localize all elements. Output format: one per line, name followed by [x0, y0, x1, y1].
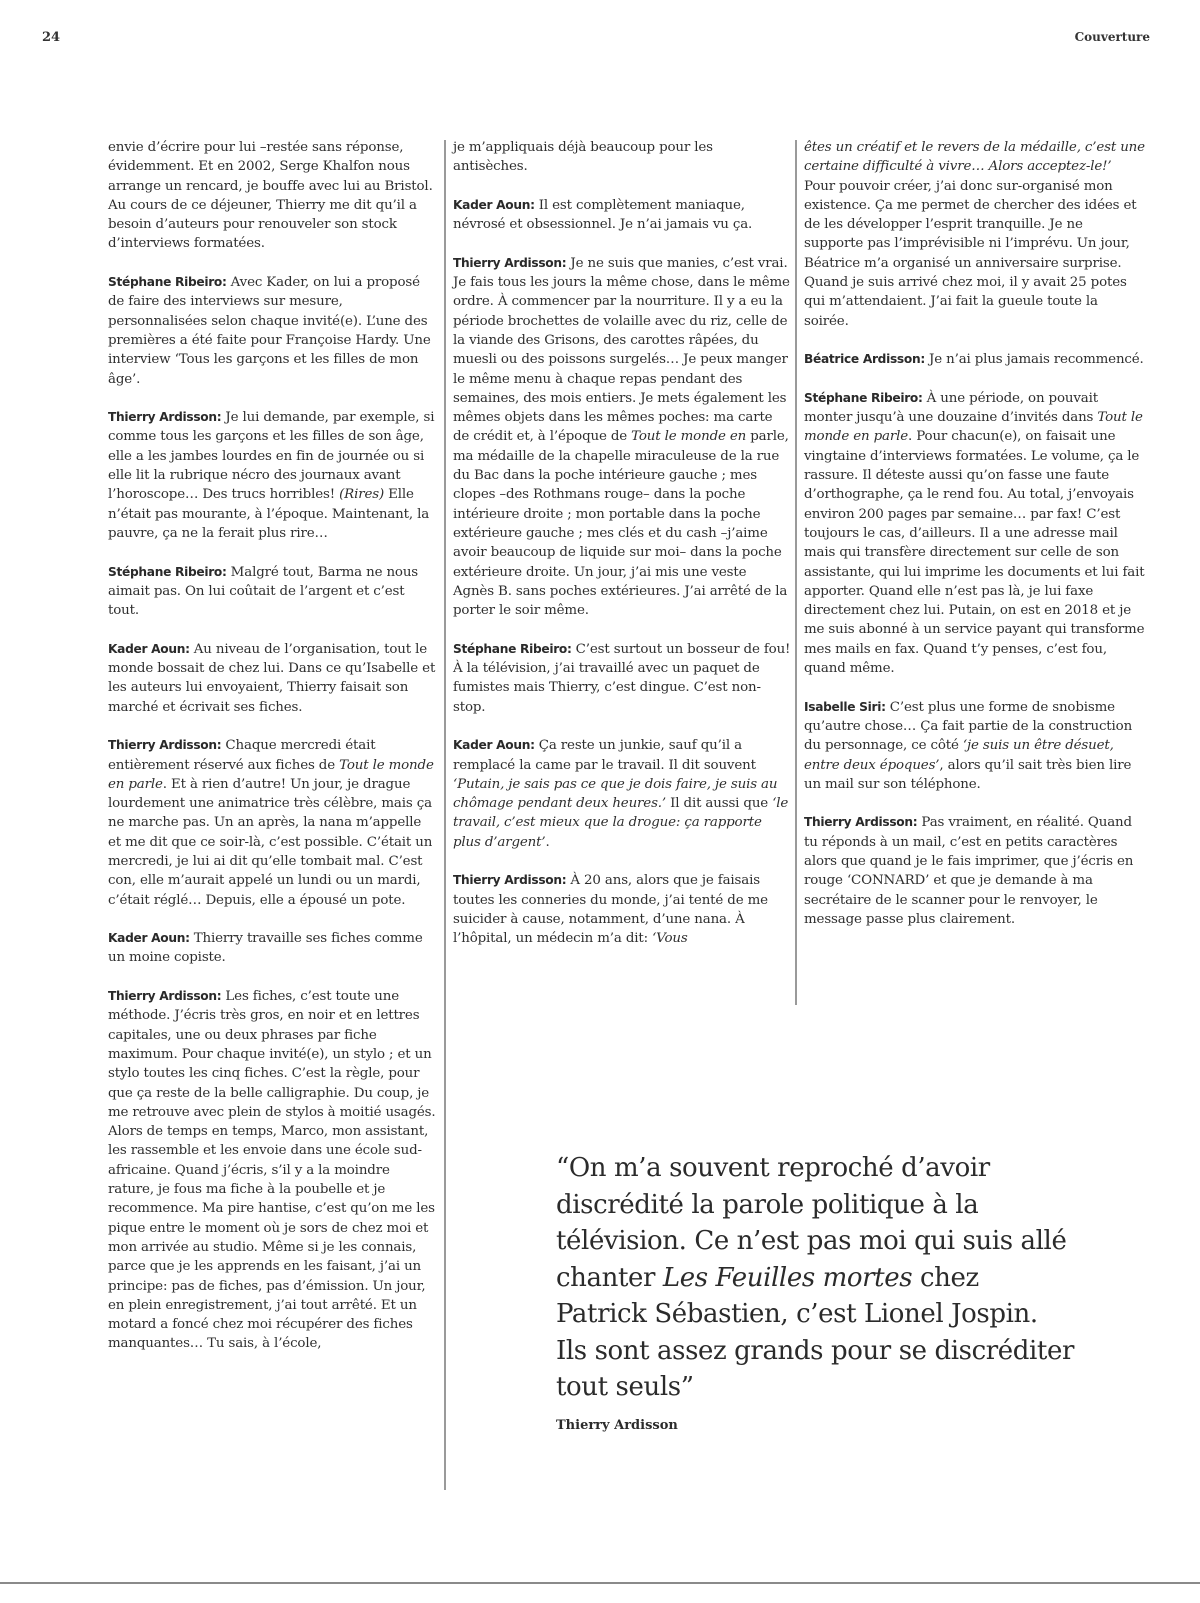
page-header	[42, 30, 1150, 50]
interview-paragraph	[804, 138, 1146, 331]
interview-paragraph	[804, 350, 1146, 369]
section-name: Couverture	[1074, 30, 1150, 44]
interview-paragraph	[453, 196, 791, 235]
body-text: Elle n’était pas mourante, à l’époque. Maintenant, la pauvre, ça ne la ferait plus rire…	[108, 487, 430, 541]
column-divider	[795, 140, 797, 1005]
body-text: Il est complètement maniaque, névrosé et obsessionnel. Je n’ai jamais vu ça.	[453, 197, 753, 233]
article-column-3	[804, 138, 1146, 948]
interview-paragraph	[108, 736, 438, 910]
body-text: Il dit aussi que	[666, 796, 773, 812]
page-number: 24	[42, 30, 61, 45]
body-text: Je lui demande, par exemple, si comme tous les garçons et les filles de son âge, elle a les jambes lourdes en fin de journée ou si elle lit la rubrique nécro des journaux avant l’horoscope… Des trucs horribles!	[108, 410, 435, 503]
speaker-name: Thierry Ardisson:	[453, 873, 567, 888]
speaker-name: Stéphane Ribeiro:	[453, 641, 572, 656]
interview-paragraph	[804, 813, 1146, 929]
italic-text: ‘Vous	[652, 931, 688, 947]
italic-text: Tout le monde en parle	[804, 410, 1143, 445]
interview-paragraph	[108, 273, 438, 389]
body-text: , alors qu’il sait très bien lire un mail sur son téléphone.	[804, 757, 1132, 792]
pull-quote-author: Thierry Ardisson	[556, 1418, 678, 1433]
interview-paragraph	[108, 563, 438, 621]
interview-paragraph	[453, 736, 791, 852]
italic-text: Les Feuilles mortes	[662, 1262, 913, 1293]
body-text: À 20 ans, alors que je faisais toutes les conneries du monde, j’ai tenté de me suicider à cause, notamment, d’une nana. À l’hôpital, un médecin m’a dit:	[453, 873, 768, 947]
body-text: “On m’a souvent reproché d’avoir discrédité la parole politique à la télévision. Ce n’est pas moi qui suis allé chanter	[556, 1153, 1067, 1293]
speaker-name: Thierry Ardisson:	[453, 255, 567, 270]
interview-paragraph	[453, 138, 791, 177]
speaker-name: Isabelle Siri:	[804, 699, 886, 714]
body-text: envie d’écrire pour lui –restée sans réponse, évidemment. Et en 2002, Serge Khalfon nous arrange un rencard, je bouffe avec lui au Bristol. Au cours de ce déjeuner, Thierry me dit qu’il a besoin d’auteurs pour renouveler son stock d’interviews formatées.	[108, 140, 433, 252]
body-text: C’est surtout un bosseur de fou! À la télévision, j’ai travaillé avec un paquet de fumistes mais Thierry, c’est dingue. C’est non-stop.	[453, 641, 791, 715]
interview-paragraph	[108, 138, 438, 254]
body-text: Pas vraiment, en réalité. Quand tu réponds à un mail, c’est en petits caractères alors que quand je le fais imprimer, que j’écris en rouge ‘CONNARD’ et que je demande à ma secrétaire de le scanner pour le renvoyer, le message passe plus clairement.	[804, 815, 1134, 927]
body-text: Je n’ai plus jamais recommencé.	[924, 352, 1144, 368]
body-text: Malgré tout, Barma ne nous aimait pas. On lui coûtait de l’argent et c’est tout.	[108, 564, 419, 619]
italic-text: êtes un créatif et le revers de la médaille, c’est une certaine difficulté à vivre… Alors acceptez-le!’	[804, 140, 1145, 175]
interview-paragraph	[453, 871, 791, 948]
interview-paragraph	[453, 254, 791, 621]
interview-paragraph	[453, 640, 791, 717]
body-text: .	[545, 834, 550, 850]
pull-quote	[556, 1150, 1076, 1406]
speaker-name: Thierry Ardisson:	[108, 738, 222, 753]
interview-paragraph	[108, 408, 438, 543]
interview-paragraph	[108, 987, 438, 1354]
italic-text: (Rires)	[339, 487, 385, 503]
body-text: . Pour chacun(e), on faisait une vingtaine d’interviews formatées. Le volume, ça le rassure. Il déteste aussi qu’on fasse une faute d’orthographe, ça le rend fou. Au total, j’envoyais environ 200 pages par semaine… par fax! C’est toujours le cas, d’ailleurs. Il a une adresse mail mais qui transfère directement sur celle de son assistante, qui lui imprime les documents et lui fait apporter. Quand elle n’est pas là, je lui faxe directement chez lui. Putain, on est en 2018 et je me suis abonné à un service payant qui transforme mes mails en fax. Quand t’y penses, c’est fou, quand même.	[804, 429, 1145, 677]
article-column-2	[453, 138, 791, 968]
column-divider	[444, 140, 446, 1490]
speaker-name: Kader Aoun:	[453, 738, 535, 753]
body-text: Pour pouvoir créer, j’ai donc sur-organisé mon existence. Ça me permet de chercher des idées et de les développer l’esprit tranquille. Je ne supporte pas l’imprévisible ni l’imprévu. Un jour, Béatrice m’a organisé un anniversaire surprise. Quand je suis arrivé chez moi, il y avait 25 potes qui m’attendaient. J’ai fait la gueule toute la soirée.	[804, 178, 1137, 329]
speaker-name: Thierry Ardisson:	[804, 815, 918, 830]
body-text: Les fiches, c’est toute une méthode. J’écris très gros, en noir et en lettres capitales, une ou deux phrases par fiche maximum. Pour chaque invité(e), un stylo ; et un stylo toutes les cinq fiches. C’est la règle, pour que ça reste de la belle calligraphie. Du coup, je me retrouve avec plein de stylos à moitié usagés. Alors de temps en temps, Marco, mon assistant, les rassemble et les envoie dans une école sud-africaine. Quand j’écris, s’il y a la moindre rature, je fous ma fiche à la poubelle et je recommence. Ma pire hantise, c’est qu’on me les pique entre le moment où je sors de chez moi et mon arrivée au studio. Même si je les connais, parce que je les apprends en les faisant, j’ai un principe: pas de fiches, pas d’émission. Un jour, en plein enregistrement, j’ai tout arrêté. Et un motard a foncé chez moi récupérer des fiches manquantes… Tu sais, à l’école,	[108, 989, 436, 1352]
speaker-name: Kader Aoun:	[108, 931, 190, 946]
body-text: je m’appliquais déjà beaucoup pour les antisèches.	[453, 140, 713, 175]
interview-paragraph	[804, 698, 1146, 794]
speaker-name: Thierry Ardisson:	[108, 989, 222, 1004]
body-text: Ça reste un junkie, sauf qu’il a remplacé la came par le travail. Il dit souvent	[453, 738, 756, 773]
speaker-name: Béatrice Ardisson:	[804, 352, 925, 367]
body-text: Thierry travaille ses fiches comme un moine copiste.	[108, 931, 423, 966]
body-text: C’est plus une forme de snobisme qu’autre chose… Ça fait partie de la construction du personnage, ce côté	[804, 699, 1133, 754]
interview-paragraph	[108, 929, 438, 968]
italic-text: ‘je suis un être désuet, entre deux époques’	[804, 738, 1114, 773]
body-text: . Et à rien d’autre! Un jour, je drague lourdement une animatrice très célèbre, mais ça ne marche pas. Un an après, la nana m’appelle et me dit que ce soir-là, c’est possible. C’était un mercredi, je lui ai dit qu’elle tombait mal. C’est con, elle m’aurait appelé un lundi ou un mardi, c’était réglé… Depuis, elle a épousé un pote.	[108, 776, 433, 908]
speaker-name: Stéphane Ribeiro:	[108, 275, 227, 290]
italic-text: ‘le travail, c’est mieux que la drogue: ça rapporte plus d’argent’	[453, 796, 789, 850]
body-text: Au niveau de l’organisation, tout le monde bossait de chez lui. Dans ce qu’Isabelle et les auteurs lui envoyaient, Thierry faisait son marché et écrivait ses fiches.	[108, 641, 436, 715]
speaker-name: Thierry Ardisson:	[108, 410, 222, 425]
interview-paragraph	[108, 640, 438, 717]
bottom-rule	[0, 1582, 1200, 1584]
speaker-name: Stéphane Ribeiro:	[804, 390, 923, 405]
italic-text: Tout le monde en parle	[108, 757, 434, 792]
italic-text: ‘Putain, je sais pas ce que je dois faire, je suis au chômage pendant deux heures.’	[453, 776, 778, 812]
body-text: Chaque mercredi était entièrement réservé aux fiches de	[108, 738, 376, 773]
speaker-name: Kader Aoun:	[453, 197, 535, 212]
body-text: À une période, on pouvait monter jusqu’à une douzaine d’invités dans	[804, 390, 1098, 426]
speaker-name: Kader Aoun:	[108, 641, 190, 656]
body-text: parle, ma médaille de la chapelle miraculeuse de la rue du Bac dans la poche intérieure gauche ; mes clopes –des Rothmans rouge– dans la poche intérieure droite ; mon portable dans la poche extérieure gauche ; mes clés et du cash –j’aime avoir beaucoup de liquide sur moi– dans la poche extérieure droite. Un jour, j’ai mis une veste Agnès B. sans poches extérieures. J’ai arrêté de la porter le soir même.	[453, 429, 789, 619]
speaker-name: Stéphane Ribeiro:	[108, 564, 227, 579]
body-text: Avec Kader, on lui a proposé de faire des interviews sur mesure, personnalisées selon chaque invité(e). L’une des premières a été faite pour Françoise Hardy. Une interview ‘Tous les garçons et les filles de mon âge’.	[108, 275, 431, 387]
body-text: chez Patrick Sébastien, c’est Lionel Jospin. Ils sont assez grands pour se discréditer tout seuls”	[556, 1262, 1074, 1402]
article-column-1	[108, 138, 438, 1373]
interview-paragraph	[804, 389, 1146, 678]
body-text: Je ne suis que manies, c’est vrai. Je fais tous les jours la même chose, dans le même ordre. À commencer par la nourriture. Il y a eu la période brochettes de volaille avec du riz, celle de la viande des Grisons, des carottes râpées, du muesli ou des poissons surgelés… Je peux manger le même menu à chaque repas pendant des semaines, des mois entiers. Je mets également les mêmes objets dans les mêmes poches: ma carte de crédit et, à l’époque de	[453, 255, 790, 445]
italic-text: Tout le monde en	[631, 429, 747, 445]
